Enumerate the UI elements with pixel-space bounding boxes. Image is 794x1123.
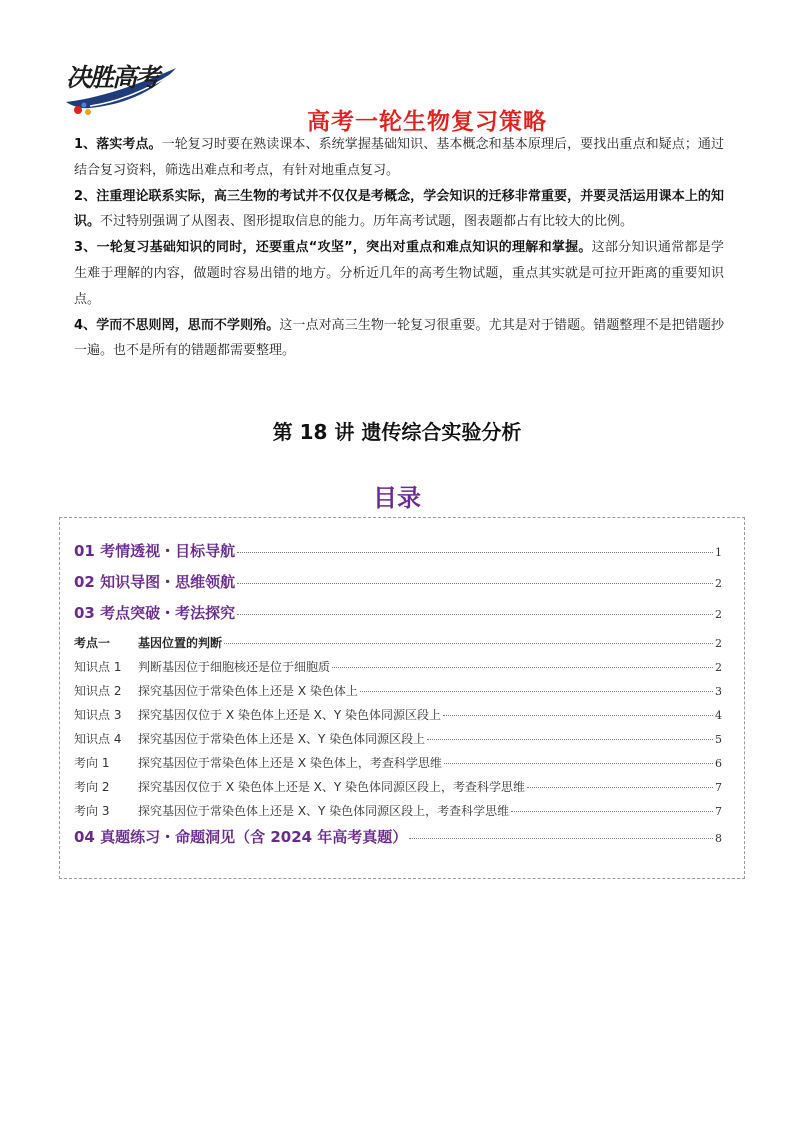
intro-paragraph: 4、学而不思则罔，思而不学则殆。这一点对高三生物一轮复习很重要。尤其是对于错题。错题整理不是把错题抄一遍。也不是所有的错题都需要整理。 (74, 317, 724, 359)
toc-entry[interactable]: 考向 2 探究基因仅位于 X 染色体上还是 X、Y 染色体同源区段上，考查科学思维 7 (74, 780, 722, 794)
lecture-title: 第 18 讲 遗传综合实验分析 (272, 420, 522, 444)
toc-entry[interactable]: 知识点 2 探究基因位于常染色体上还是 X 染色体上 3 (74, 684, 722, 698)
page-title: 高考一轮生物复习策略 (307, 109, 547, 135)
toc-title: 目录 (373, 484, 421, 512)
toc-entry[interactable]: 知识点 1 判断基因位于细胞核还是位于细胞质 2 (74, 660, 722, 674)
logo-text: 决胜高考 (66, 63, 159, 92)
toc-entry[interactable]: 知识点 4 探究基因位于常染色体上还是 X、Y 染色体同源区段上 5 (74, 732, 722, 746)
toc-entry[interactable]: 考向 1 探究基因位于常染色体上还是 X 染色体上，考查科学思维 6 (74, 756, 722, 770)
intro-paragraph: 1、落实考点。一轮复习时要在熟读课本、系统掌握基础知识、基本概念和基本原理后，要找出重点和疑点；通过结合复习资料，筛选出难点和考点，有针对地重点复习。 (74, 137, 724, 178)
intro-paragraph: 2、注重理论联系实际，高三生物的考试并不仅仅是考概念，学会知识的迁移非常重要，并要灵活运用课本上的知识。不过特别强调了从图表、图形提取信息的能力。历年高考试题，图表题都占有比较大的比例。 (74, 188, 724, 230)
toc-entry[interactable]: 知识点 3 探究基因仅位于 X 染色体上还是 X、Y 染色体同源区段上 4 (74, 708, 722, 722)
toc-entry[interactable]: 考向 3 探究基因位于常染色体上还是 X、Y 染色体同源区段上，考查科学思维 7 (74, 804, 722, 818)
toc-entry[interactable]: 01 考情透视・目标导航 1 (74, 542, 722, 560)
toc-entry[interactable]: 03 考点突破・考法探究 2 (74, 604, 722, 622)
toc-entry[interactable]: 04 真题练习・命题洞见（含 2024 年高考真题） 8 (74, 828, 722, 846)
toc-entry[interactable]: 考点一 基因位置的判断 2 (74, 636, 722, 650)
toc-entry[interactable]: 02 知识导图・思维领航 2 (74, 573, 722, 591)
intro-paragraph: 3、一轮复习基础知识的同时，还要重点“攻坚”，突出对重点和难点知识的理解和掌握。这部分知识通常都是学生难于理解的内容，做题时容易出错的地方。分析近几年的高考生物试题，重点其实就是可拉开距离的重要知识点。 (74, 240, 724, 307)
intro-section (74, 132, 724, 364)
